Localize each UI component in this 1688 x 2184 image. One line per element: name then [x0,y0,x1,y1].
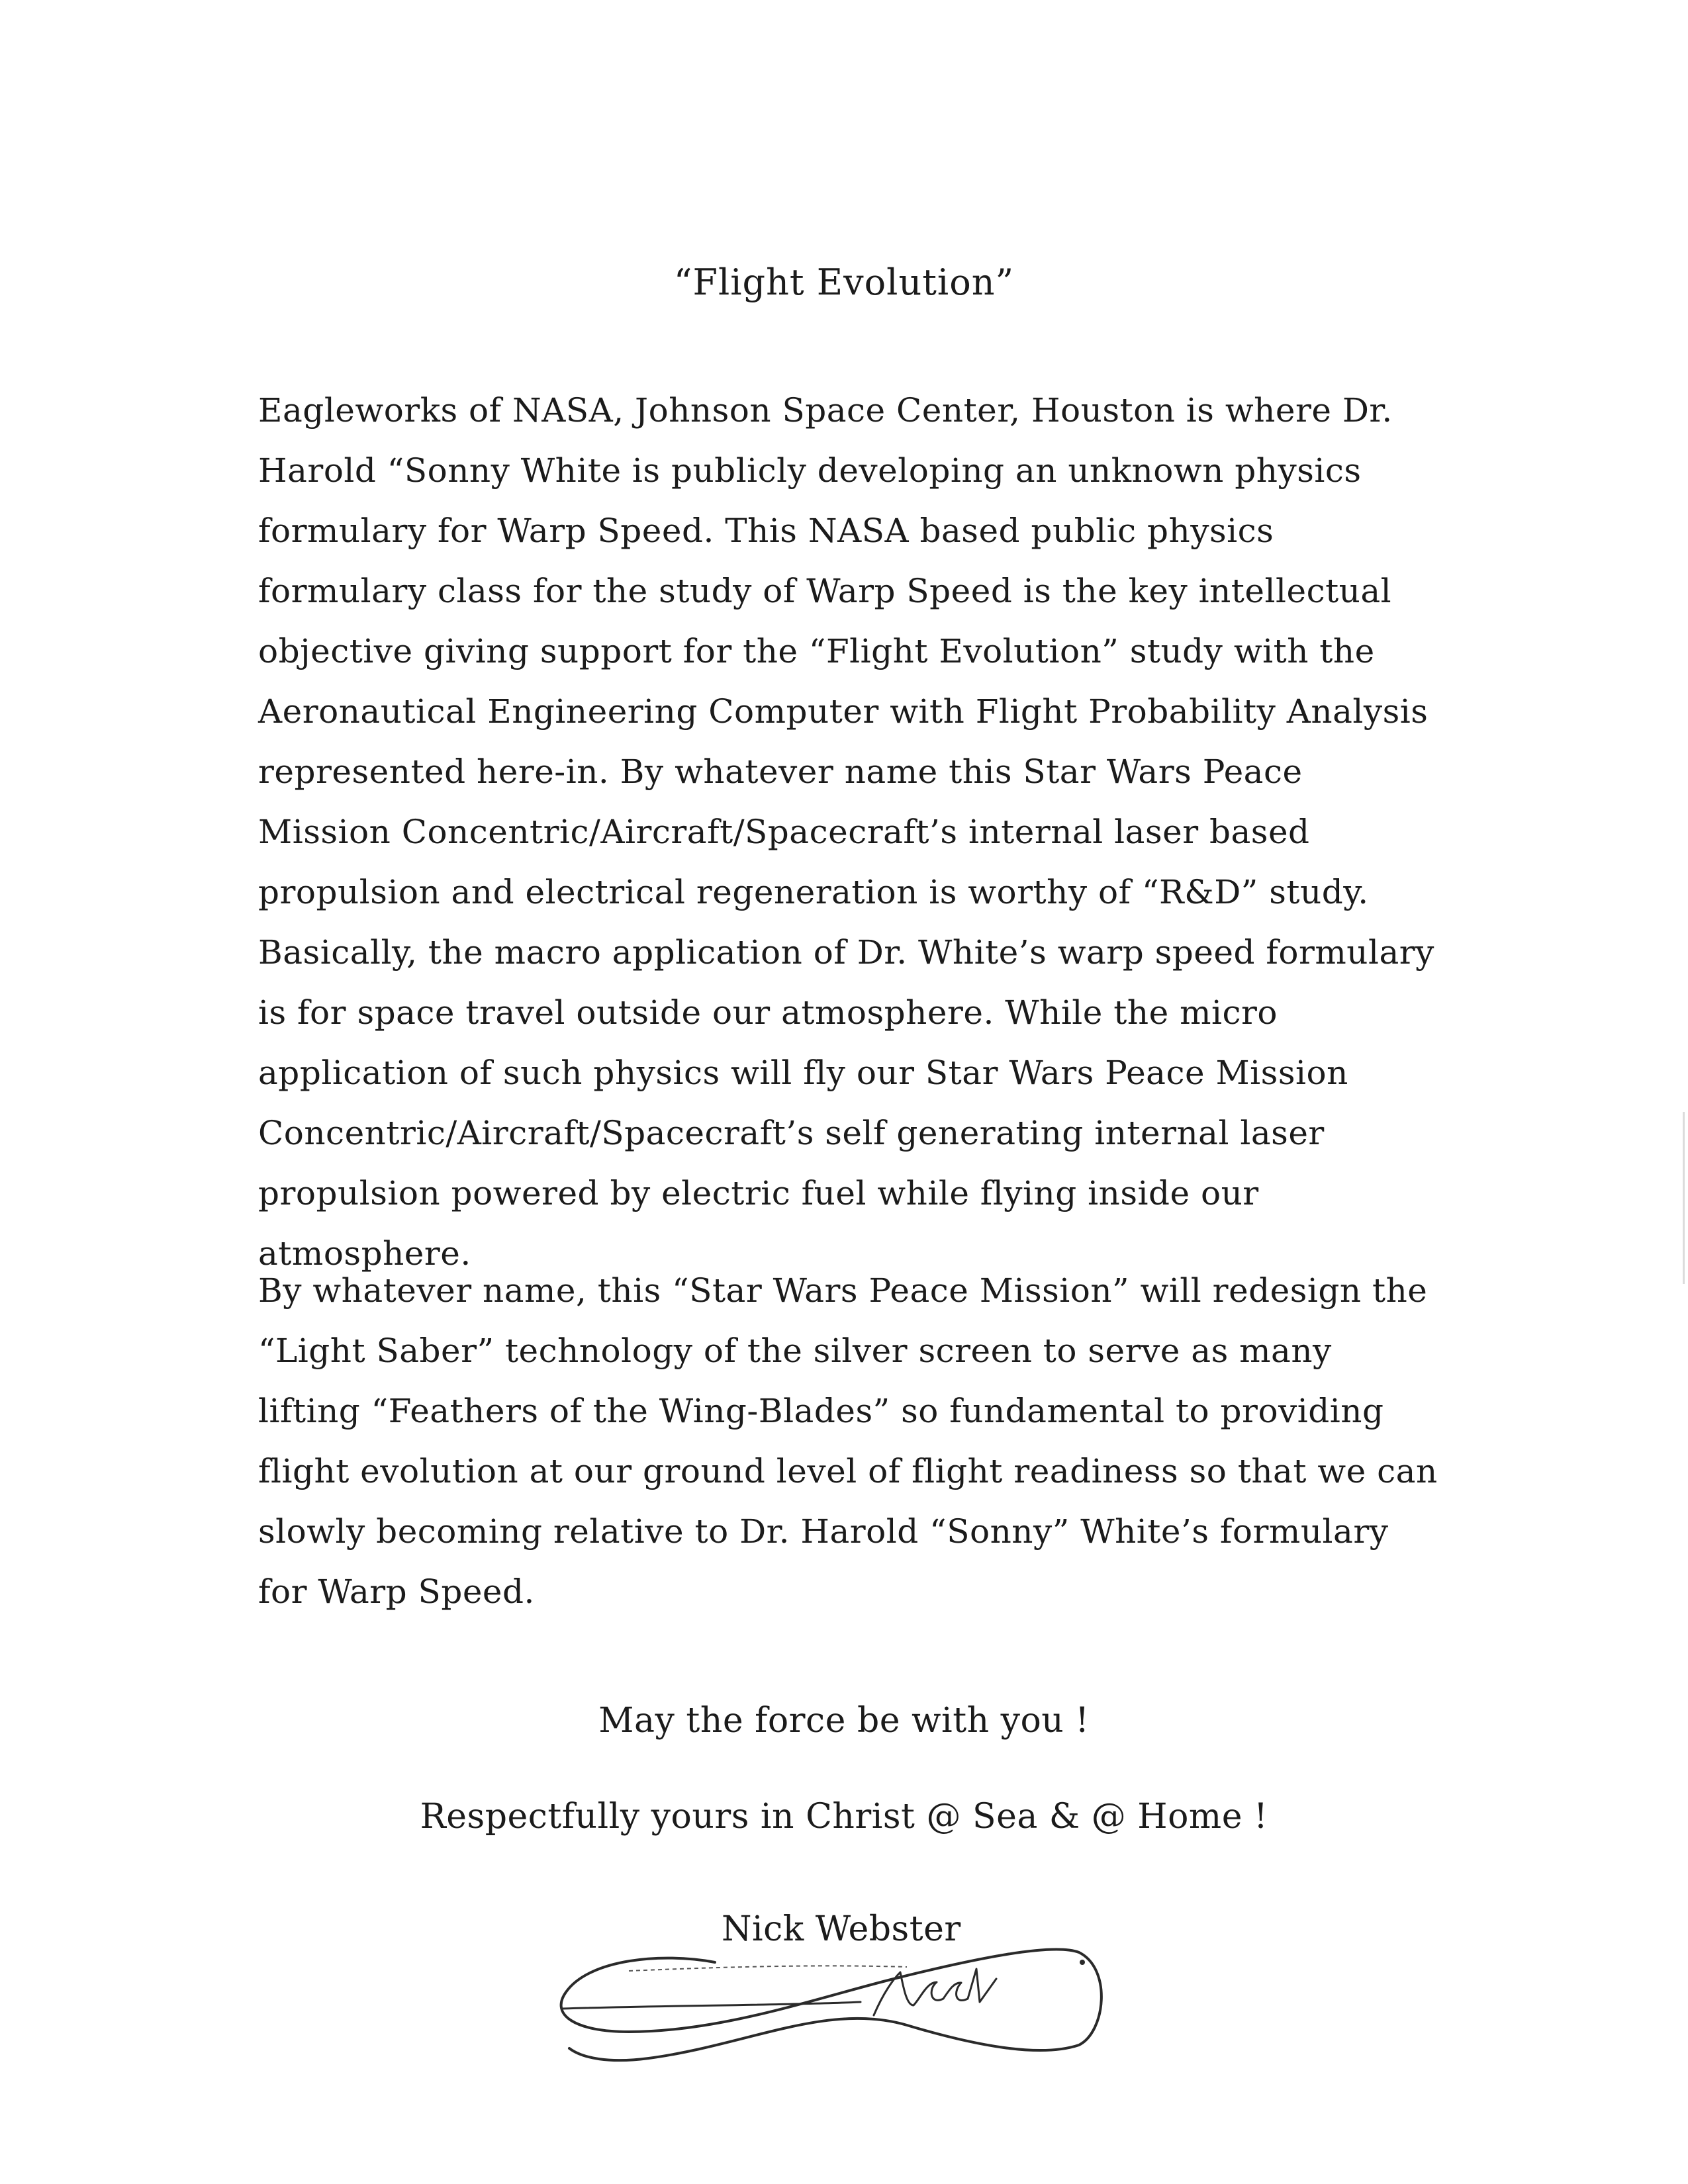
closing-line-1: May the force be with you ! [598,1701,1090,1741]
scan-edge-mark [1683,1112,1685,1284]
signature-name: Nick Webster [722,1909,961,1949]
body-paragraph-1: Eagleworks of NASA, Johnson Space Center, Houston is where Dr. Harold “Sonny White is publicly developing an unknown physics formulary for Warp Speed. This NASA based public physics formulary class for the study of Warp Speed is the key intellectual objective giving support for the “Flight Evolution” study with the Aeronautical Engineering Computer with Flight Probability Analysis represented here-in. By whatever name this Star Wars Peace Mission Concentric/Aircraft/Spacecraft’s internal laser based propulsion and electrical regeneration is worthy of “R&D” study. Basically, the macro application of Dr. White’s warp speed formulary is for space travel outside our atmosphere. While the micro application of such physics will fly our Star Wars Peace Mission Concentric/Aircraft/Spacecraft’s self generating internal laser propulsion powered by electric fuel while flying inside our atmosphere. [258,391,1434,1273]
body-paragraph-2: By whatever name, this “Star Wars Peace Mission” will redesign the “Light Saber” technology of the silver screen to serve as many lifting “Feathers of the Wing-Blades” so fundamental to providing flight evolution at our ground level of flight readiness so that we can slowly becoming relative to Dr. Harold “Sonny” White’s formulary for Warp Speed. [258,1271,1438,1611]
closing-line-2: Respectfully yours in Christ @ Sea & @ Home ! [420,1797,1268,1837]
document-title: “Flight Evolution” [673,261,1015,303]
